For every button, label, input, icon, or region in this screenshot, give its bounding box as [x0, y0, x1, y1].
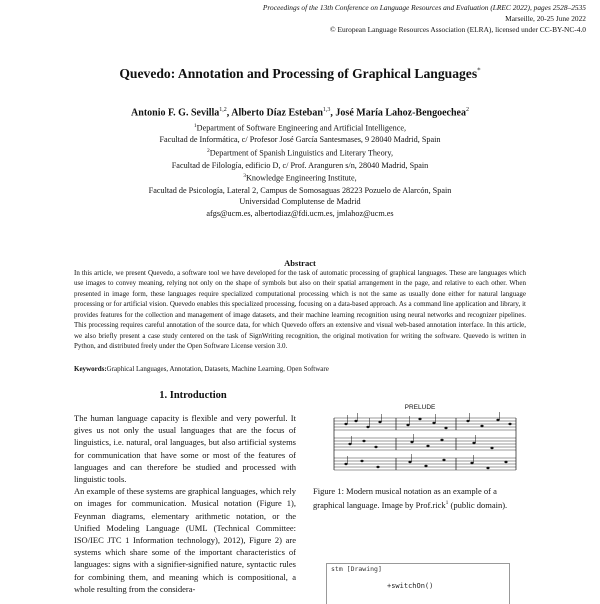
staff-lines	[334, 418, 516, 470]
affil-text: Facultad de Psicología, Lateral 2, Campus de Somosaguas 28223 Pozuelo de Alarcón, Spain	[148, 185, 452, 195]
affil-mark: 2	[206, 148, 210, 155]
author-affil-mark: 1,2	[219, 107, 227, 113]
affil-mark: 1	[193, 123, 197, 129]
affiliation-line	[0, 171, 600, 184]
keywords-text: Graphical Languages, Annotation, Datasets, Machine Learning, Open Software	[106, 365, 329, 373]
diagram-label: stm [Drawing]	[331, 565, 382, 573]
author-list: Antonio F. G. Sevilla$^{1,2}$, Alberto Díaz Esteban$^{1,3}$, José María Lahoz-Bengoechea$^2$	[131, 107, 469, 119]
score-heading: PRELUDE	[404, 404, 436, 411]
author-name: Antonio F. G. Sevilla	[131, 107, 220, 119]
author-affil-mark: 1,3	[322, 107, 331, 113]
affil-text: Department of Software Engineering and Artificial Intelligence,	[196, 123, 407, 133]
paper-title	[0, 66, 600, 82]
author-emails	[0, 208, 600, 220]
title-text: Quevedo: Annotation and Processing of Graphical Languages	[119, 66, 478, 81]
license-line: © European Language Resources Association (ELRA), licensed under CC-BY-NC-4.0	[329, 25, 586, 34]
affiliation-line	[0, 121, 600, 134]
affil-text: Knowledge Engineering Institute,	[246, 174, 357, 184]
keywords	[74, 365, 526, 373]
affil-text: Department of Spanish Linguistics and Literary Theory,	[209, 148, 393, 158]
affiliation-line	[0, 185, 600, 197]
intro-paragraph: An example of these systems are graphical languages, which rely on images for communication. Musical notation (Figure 1), Feynman diagrams, elementary arithmetic notation, or the Unified Modeling Language (UML (Technical Committee: ISO/IEC JTC 1 Information technology), 2012), Figure 2) are systems which share some of the important characteristics of languages: signs with a signifier-signified nature, syntactic rules for combining them, and meaning which is compositional, a whole resulting from the considera-	[74, 486, 296, 594]
abstract-body: In this article, we present Quevedo, a software tool we have developed for the task of automatic processing of graphical languages. These are languages which use images to convey meaning, relying not only on the shape of symbols but also on their spatial arrangement in the page, and relative to each other. When presented in image form, these languages require specialized computational processing which is not the same as usually done either for natural language processing or for artificial vision. Quevedo enables this specialized processing, focusing on a data-based approach. As a command line application and library, it provides features for the collection and management of image datasets, and their machine learning recognition using neural networks and recognizer pipelines. This processing requires careful annotation of the source data, for which Quevedo offers an extensive and visual web-based annotation interface. In this article, we also briefly present a case study centered on the task of SignWriting recognition, the original motivation for writing the software. Quevedo is written in Python, and distributed freely under the Open Software License version 3.0.	[74, 269, 526, 351]
keywords-label: Keywords:	[74, 365, 107, 373]
intro-paragraph: The human language capacity is flexible and very powerful. It gives us not only the usual languages that are the focus of linguistics, i.e. natural, oral languages, but also artificial systems for communication that have some or most of the features of languages and can therefore be studied and processed with linguistic tools.	[74, 413, 296, 485]
author-affil-mark: 2	[465, 107, 469, 113]
footnote-mark: 1	[445, 500, 449, 507]
venue-line: Marseille, 20-25 June 2022	[505, 14, 586, 23]
affil-text: Facultad de Filología, edificio D, c/ Prof. Aranguren s/n, 28040 Madrid, Spain	[171, 160, 429, 170]
affiliation-line	[0, 196, 600, 208]
affil-text: Universidad Complutense de Madrid	[239, 197, 361, 207]
figure1-caption	[313, 485, 528, 511]
proceedings-line: Proceedings of the 13th Conference on Language Resources and Evaluation (LREC 2022), pages 2528–2535	[262, 3, 586, 12]
affiliation-line	[0, 160, 600, 172]
music-score-image	[316, 400, 524, 478]
affil-text: Facultad de Informática, c/ Profesor José García Santesmases, 9 28040 Madrid, Spain	[159, 135, 441, 145]
affil-mark: 3	[243, 173, 246, 180]
figure-musical-notation	[316, 400, 524, 478]
title-footnote-mark: *	[477, 66, 481, 75]
affiliation-line	[0, 134, 600, 146]
caption-text-end: (public domain).	[448, 500, 508, 511]
author-name: Alberto Díaz Esteban	[231, 107, 323, 119]
proceedings-header	[263, 2, 586, 35]
email-text: afgs@ucm.es, albertodiaz@fdi.ucm.es, jmlahoz@ucm.es	[206, 209, 394, 219]
diagram-node: +switchOn()	[387, 582, 434, 590]
section-heading-introduction: 1. Introduction	[159, 390, 227, 401]
affiliations	[0, 121, 600, 220]
author-name: José María Lahoz-Bengoechea	[335, 107, 466, 119]
figure-uml-diagram	[326, 563, 510, 604]
abstract-heading: Abstract	[284, 258, 316, 268]
caption-text: Figure 1: Modern musical notation as an example of a graphical language. Image by Prof.rick	[313, 486, 497, 511]
left-column	[74, 412, 296, 595]
affiliation-line	[0, 146, 600, 159]
